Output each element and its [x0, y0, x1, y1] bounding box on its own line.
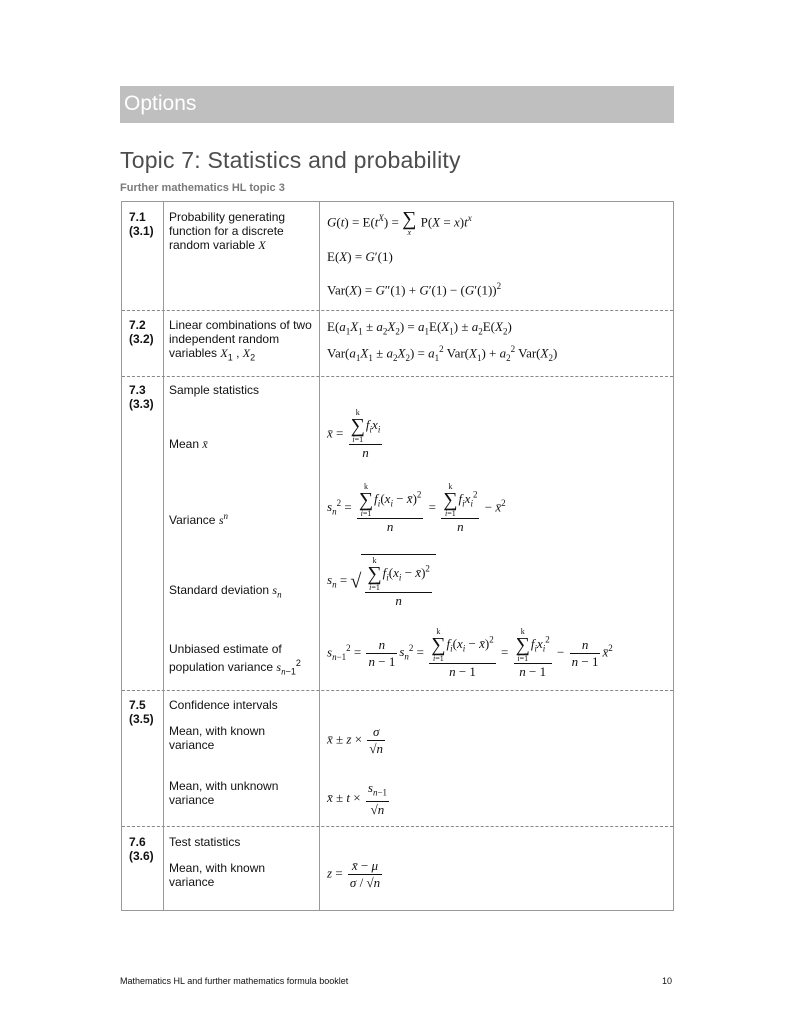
- row-description: Probability generating function for a discrete random variable: [169, 210, 286, 252]
- ci-known-formula: x̄ ± z × $\frac{\sigma}{√n}$: [327, 724, 383, 756]
- row-description: Confidence intervals: [169, 698, 278, 712]
- formula-table: 7.1 (3.1) Probability generating function for a discrete random variable X $G(t) = E(t^X)$ = ∑ x $P(X = x)t^x$ E(X) = G′(1) $Var(X) = G''(1) + G'(1) - (G'(1))^2$ 7.2 (3.2) Linear combinations of two independent random variables $X_1$ , $X_2$ $E(a_1X_1 \pm a_2X_2) = a_1E(X_1) \pm a_2E(X_2)$ $Var(a_1X_1 \pm a_2X_2) = a_1^2$ $Var(X_1) + a_2^2$ $Var(X_2)$ 7.3 (3.3) Sample statistics Mean x̄ x̄ = k ∑ $i=1f_ix_i$ n Variance $s^n$ $s_n^2$ = k ∑ $i=1f_i(x_i$ − x̄)$^2$ n = k ∑ $i=1f_ix_i^2$ n − x̄$^2$ Standard deviation $s_n$ $s_n$ = √ k ∑ $i=1f_i(x_i$ − x̄)$^2$ n Unbiased estimate of population variance $s_{n-1}^2$ $s_{n-1}^2$ = $\frac{n}{n - 1}$ $s_n^2$ = k ∑ $i=1f_i(x_i$ − x̄)$^2$ n − 1 = k ∑ $i=1f_ix_i^2$ n − 1 − $\frac{n}{n - 1}$ x̄$^2$ 7.5 (3.5) Confidence intervals Mean, with known variance x̄ ± z × $\frac{\sigma}{√n}$ Mean, with unknown variance x̄ ± t × $\frac{s_{n-1}}{√n}$ 7.6 (3.6) Test statistics Mean, with known variance z = $\frac{x̄ - \mu}{\sigma / √n}$: [121, 201, 674, 911]
- section-ref: (3.2): [129, 332, 154, 346]
- section-number: 7.6: [129, 835, 146, 849]
- standard-deviation-formula: $s_n$ = √ k ∑ $i=1f_i(x_i$ − x̄)$^2$ n: [327, 554, 436, 609]
- section-number: 7.1: [129, 210, 146, 224]
- variance-pgf-formula: $Var(X) = G''(1) + G'(1) - (G'(1))^2$: [327, 281, 502, 298]
- section-ref: (3.5): [129, 712, 154, 726]
- expectation-formula: E(X) = G′(1): [327, 249, 393, 264]
- row-description: Test statistics: [169, 835, 241, 849]
- section-ref: (3.1): [129, 224, 154, 238]
- page-title: Topic 7: Statistics and probability: [120, 147, 461, 173]
- banner-label: Options: [124, 92, 197, 115]
- row-description: Linear combinations of two independent random variables: [169, 318, 312, 360]
- z-statistic-formula: z = $\frac{x̄ - \mu}{\sigma / √n}$: [327, 858, 381, 890]
- ci-unknown-formula: x̄ ± t × $\frac{s_{n-1}}{√n}$: [327, 780, 388, 817]
- standard-deviation-label: Standard deviation: [169, 583, 270, 597]
- footer-title: Mathematics HL and further mathematics formula booklet: [120, 976, 349, 986]
- unknown-variance-label: Mean, with unknown variance: [169, 779, 279, 807]
- pgf-formula: $G(t) = E(t^X)$ = ∑ x $P(X = x)t^x$: [327, 208, 472, 237]
- variance-label: Variance: [169, 513, 216, 527]
- known-variance-label: Mean, with known variance: [169, 861, 266, 889]
- options-banner: [120, 86, 674, 123]
- section-ref: (3.6): [129, 849, 154, 863]
- known-variance-label: Mean, with known variance: [169, 724, 266, 752]
- section-number: 7.5: [129, 698, 146, 712]
- page-number: 10: [662, 976, 673, 986]
- page-subtitle: Further mathematics HL topic 3: [120, 182, 285, 194]
- unbiased-estimate-label: Unbiased estimate of population variance: [169, 642, 282, 674]
- section-number: 7.3: [129, 383, 146, 397]
- variable-x: X: [258, 238, 266, 252]
- mean-formula: x̄ = k ∑ $i=1f_ix_i$ n: [327, 408, 381, 460]
- section-ref: (3.3): [129, 397, 154, 411]
- section-number: 7.2: [129, 318, 146, 332]
- sample-variance-formula: $s_n^2$ = k ∑ $i=1f_i(x_i$ − x̄)$^2$ n = k ∑ $i=1f_ix_i^2$ n − x̄$^2$: [327, 482, 506, 534]
- linear-variance-formula: $Var(a_1X_1 \pm a_2X_2) = a_1^2$ $Var(X_1) + a_2^2$ $Var(X_2)$: [327, 344, 558, 363]
- linear-expectation-formula: $E(a_1X_1 \pm a_2X_2) = a_1E(X_1) \pm a_2E(X_2)$: [327, 319, 512, 337]
- unbiased-variance-formula: $s_{n-1}^2$ = $\frac{n}{n - 1}$ $s_n^2$ = k ∑ $i=1f_i(x_i$ − x̄)$^2$ n − 1 = k ∑ $i=1f_ix_i^2$ n − 1 − $\frac{n}{n - 1}$ x̄$^2$: [327, 627, 613, 679]
- row-description: Sample statistics: [169, 383, 260, 397]
- mean-label: Mean: [169, 437, 200, 451]
